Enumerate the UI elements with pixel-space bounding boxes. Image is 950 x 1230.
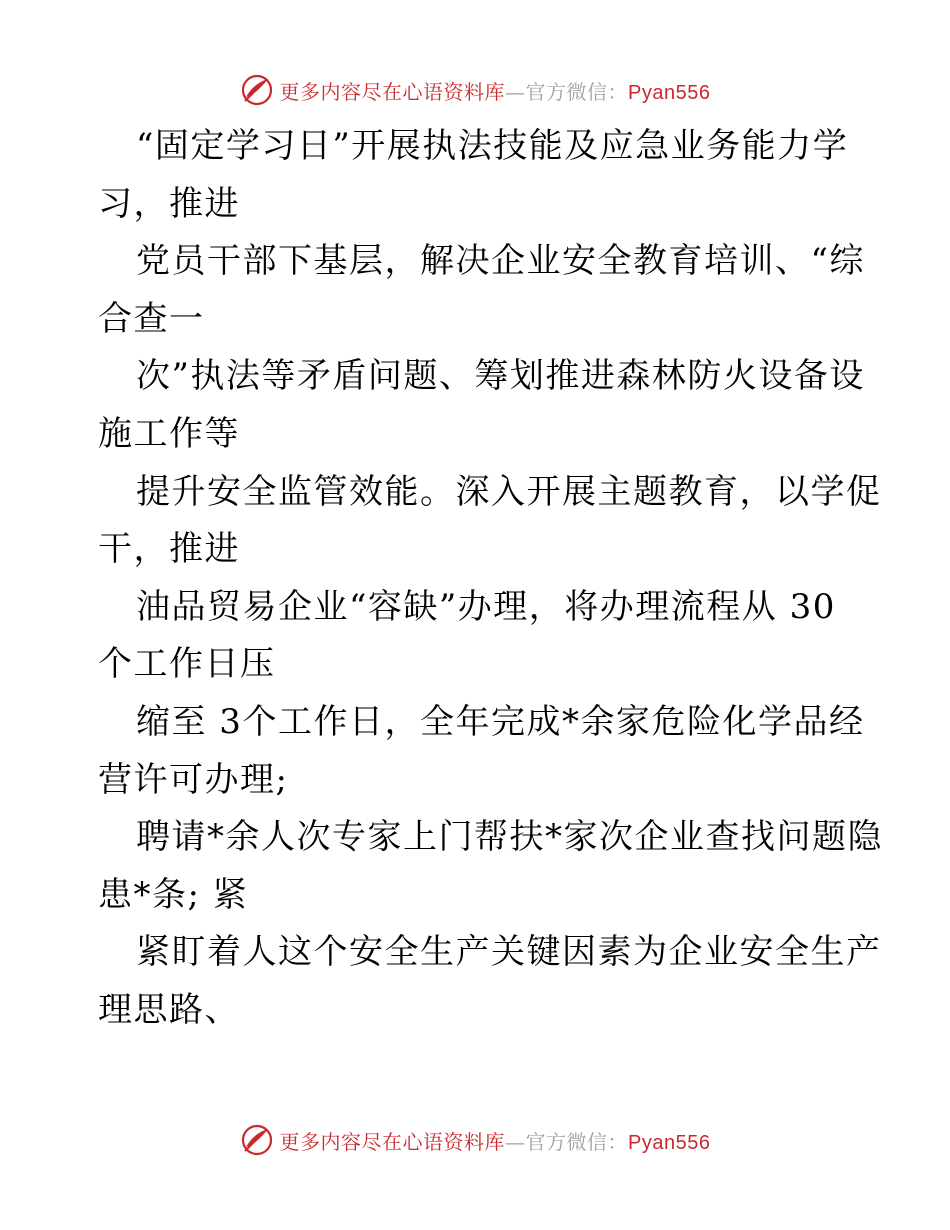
body-line: 油品贸易企业“容缺”办理，将办理流程从 30: [136, 586, 836, 627]
body-line: 次”执法等矛盾问题、筹划推进森林防火设备设: [136, 356, 865, 397]
document-body: [98, 118, 883, 1040]
body-line: 紧盯着人这个安全生产关键因素为企业安全生产: [136, 932, 882, 973]
banner-text: [280, 1126, 711, 1155]
banner-wechat-label: 官方微信：: [525, 1129, 629, 1154]
body-line: “固定学习日”开展执法技能及应急业务能力学: [136, 126, 849, 166]
banner-separator: —: [505, 1129, 526, 1154]
banner-text: [280, 76, 711, 105]
banner-separator: —: [505, 79, 526, 104]
banner-wechat-id: Pyan556: [628, 81, 711, 104]
body-line: 干，推进: [98, 529, 240, 570]
body-line: 聘请*余人次专家上门帮扶*家次企业查找问题隐: [136, 817, 883, 858]
body-line: 施工作等: [98, 413, 240, 454]
header-banner: [0, 70, 950, 110]
footer-banner: [0, 1120, 950, 1160]
banner-brand: 更多内容尽在心语资料库: [279, 1129, 506, 1154]
body-line: 患*条; 紧: [98, 874, 249, 915]
quill-pen-icon: [240, 73, 274, 107]
body-line: 合查一: [98, 298, 205, 339]
body-line: 理思路、: [98, 989, 240, 1030]
quill-pen-icon: [240, 1123, 274, 1157]
body-line: 党员干部下基层，解决企业安全教育培训、“综: [136, 241, 865, 282]
body-line: 习，推进: [98, 183, 240, 224]
banner-wechat-id: Pyan556: [628, 1131, 711, 1154]
body-line: 缩至 3个工作日，全年完成*余家危险化学品经: [136, 701, 865, 742]
body-line: 个工作日压: [98, 644, 276, 685]
banner-wechat-label: 官方微信：: [525, 79, 629, 104]
body-line: 营许可办理;: [98, 759, 289, 800]
body-line: 提升安全监管效能。深入开展主题教育，以学促: [136, 471, 882, 512]
banner-brand: 更多内容尽在心语资料库: [279, 79, 506, 104]
